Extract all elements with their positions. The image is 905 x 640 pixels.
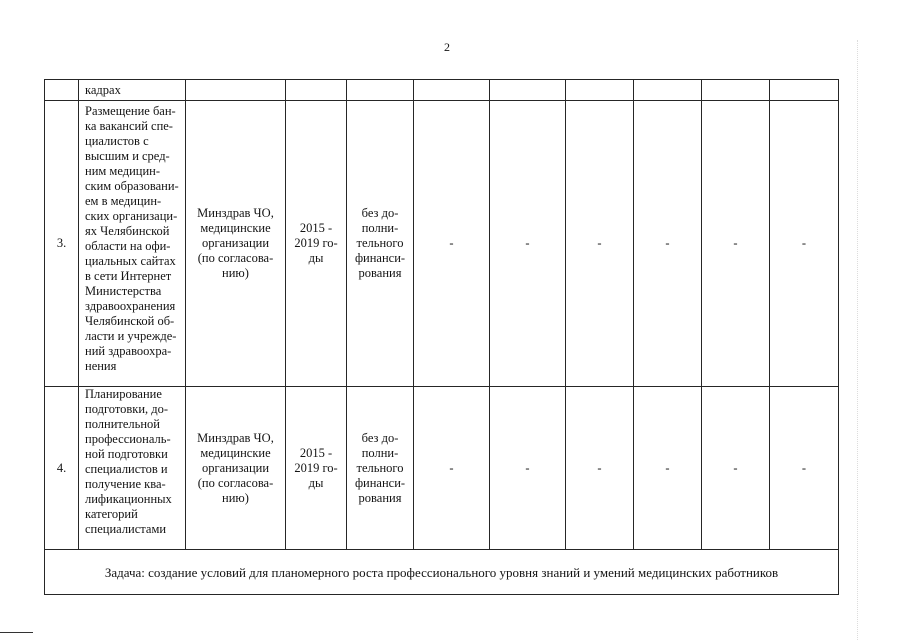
description-line: ной подготовки (85, 447, 168, 461)
financing-cell (347, 387, 414, 550)
task-row (45, 550, 839, 595)
empty-cell (45, 80, 79, 101)
value-dash: - (525, 236, 530, 250)
value-cell (770, 101, 839, 387)
row-number: 4. (56, 460, 67, 475)
description-line: подготовки, до- (85, 402, 169, 416)
responsible-line: организации (201, 236, 270, 250)
financing-line: без до- (361, 430, 399, 445)
description-line: ка вакансий спе- (85, 119, 173, 133)
financing-line: финанси- (354, 475, 406, 490)
description-line: Министерства (85, 284, 162, 298)
responsible-line: нию) (222, 266, 249, 280)
description-cell (79, 80, 186, 101)
responsible-line: нию) (222, 490, 249, 505)
value-dash: - (733, 460, 738, 475)
value-cell (490, 387, 566, 550)
description-line: получение ква- (85, 477, 166, 491)
value-cell (566, 387, 634, 550)
description-cell (79, 387, 186, 550)
financing-line: полни- (361, 221, 399, 235)
description-line: Челябинской об- (85, 314, 175, 328)
timeframe-line: ды (308, 251, 324, 265)
value-cell (702, 101, 770, 387)
task-text: Задача: создание условий для планомерного роста профессионального уровня знаний и умений медицинских работников (104, 564, 779, 580)
empty-cell (286, 80, 347, 101)
financing-line: финанси- (354, 251, 406, 265)
financing-line: тельного (356, 236, 404, 250)
financing-line: полни- (361, 445, 399, 460)
page-number: 2 (444, 40, 450, 54)
empty-cell (634, 80, 702, 101)
responsible-cell (186, 101, 286, 387)
description-line: циальных сайтах (85, 254, 176, 268)
financing-line: рования (358, 490, 402, 505)
measures-table (44, 79, 839, 595)
description-line: ских организаци- (85, 209, 178, 223)
empty-cell (414, 80, 490, 101)
task-cell (45, 550, 839, 595)
value-cell (566, 101, 634, 387)
responsible-line: медицинские (200, 221, 271, 235)
timeframe-line: 2019 го- (294, 236, 338, 250)
description-line: циалистов с (85, 134, 149, 148)
value-cell (414, 101, 490, 387)
empty-cell (702, 80, 770, 101)
value-dash: - (801, 236, 807, 250)
financing-line: рования (358, 266, 402, 280)
description-line: Планирование (85, 387, 162, 401)
financing-line: тельного (356, 460, 404, 475)
responsible-line: (по согласова- (197, 251, 274, 265)
financing-line: без до- (361, 206, 399, 220)
value-dash: - (525, 460, 530, 475)
table-row (45, 101, 839, 387)
value-dash: - (733, 236, 738, 250)
empty-cell (566, 80, 634, 101)
timeframe-line: ды (308, 475, 324, 490)
financing-cell (347, 101, 414, 387)
description-line: ласти и учрежде- (85, 329, 177, 343)
value-dash: - (801, 460, 807, 475)
responsible-cell (186, 387, 286, 550)
description-line: высшим и сред- (85, 149, 170, 163)
value-dash: - (665, 236, 670, 250)
description-line: ским образовани- (85, 179, 179, 193)
value-cell (414, 387, 490, 550)
description-line: ем в медицин- (85, 194, 162, 208)
empty-cell (347, 80, 414, 101)
value-dash: - (665, 460, 670, 475)
description-line: специалистов и (85, 462, 168, 476)
scan-edge-line (0, 632, 33, 633)
description-line: полнительной (85, 417, 160, 431)
scan-edge-dotted-line (857, 40, 858, 640)
value-cell (490, 101, 566, 387)
timeframe-line: 2015 - (299, 221, 333, 235)
description-line: специалистами (85, 522, 167, 536)
timeframe-line: 2015 - (299, 445, 333, 460)
description-line: области на офи- (85, 239, 171, 253)
empty-cell (490, 80, 566, 101)
responsible-line: медицинские (200, 445, 271, 460)
description-line: категорий (85, 507, 138, 521)
timeframe-cell (286, 387, 347, 550)
value-cell (770, 387, 839, 550)
description-line: Размещение бан- (85, 104, 176, 118)
table-row (45, 387, 839, 550)
value-dash: - (597, 236, 602, 250)
number-cell (45, 101, 79, 387)
description-line: профессиональ- (85, 432, 171, 446)
description-line: в сети Интернет (85, 269, 172, 283)
description-cell (79, 101, 186, 387)
number-cell (45, 387, 79, 550)
value-dash: - (597, 460, 602, 475)
value-cell (634, 101, 702, 387)
responsible-line: (по согласова- (197, 475, 274, 490)
timeframe-line: 2019 го- (294, 460, 338, 475)
empty-cell (770, 80, 839, 101)
value-cell (702, 387, 770, 550)
row-number: 3. (56, 236, 67, 250)
description-line: ний здравоохра- (85, 344, 172, 358)
value-dash: - (449, 236, 454, 250)
responsible-line: Минздрав ЧО, (197, 430, 274, 445)
description-line: ним медицин- (85, 164, 160, 178)
description-line: нения (85, 359, 117, 373)
description-line: кадрах (85, 82, 121, 97)
value-dash: - (449, 460, 454, 475)
description-line: лификационных (85, 492, 172, 506)
responsible-line: организации (201, 460, 270, 475)
timeframe-cell (286, 101, 347, 387)
responsible-line: Минздрав ЧО, (197, 206, 274, 220)
table-row-continuation (45, 80, 839, 101)
value-cell (634, 387, 702, 550)
description-line: ях Челябинской (85, 224, 170, 238)
description-line: здравоохранения (85, 299, 176, 313)
empty-cell (186, 80, 286, 101)
